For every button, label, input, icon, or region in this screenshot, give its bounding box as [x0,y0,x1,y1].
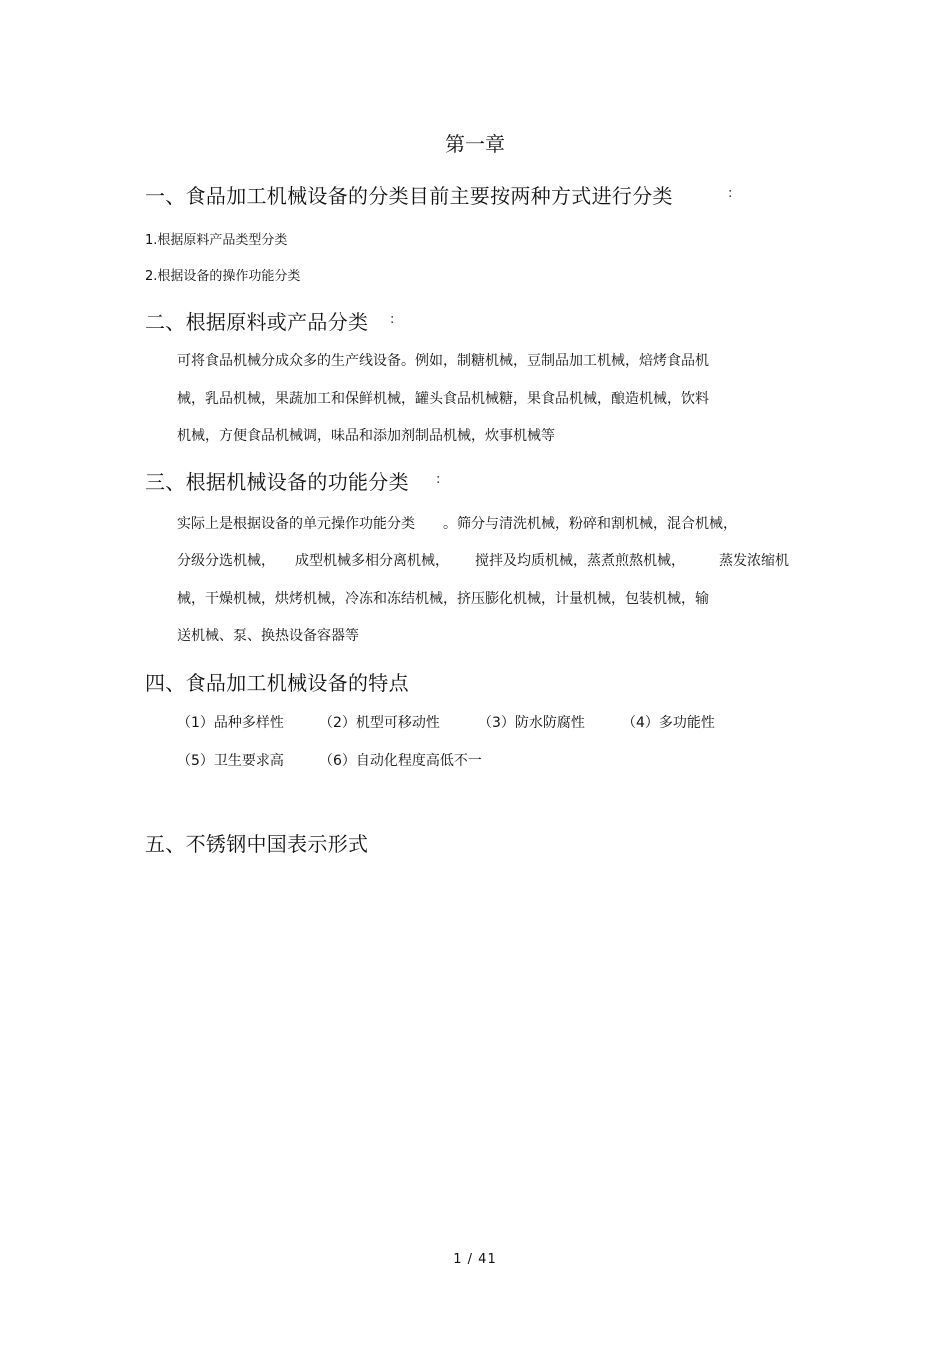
section-3-line-1 [177,513,737,533]
section-1-item-1: 1.根据原料产品类型分类 [145,233,288,248]
section-3-colon: : [436,472,441,487]
section-3-line-3: 械，干燥机械，烘烤机械，冷冻和冻结机械，挤压膨化机械，计量机械，包装机械，输 [177,591,709,607]
section-2-line-2: 械，乳品机械，果蔬加工和保鲜机械，罐头食品机械糖，果食品机械，酿造机械，饮料 [177,391,709,407]
section-4-heading: 四、食品加工机械设备的特点 [145,671,409,695]
chapter-title: 第一章 [445,132,505,156]
feature-item-1: （1）品种多样性 [177,715,284,731]
page-indicator: 1 / 41 [453,1252,497,1267]
section-2-heading: 二、根据原料或产品分类 [145,310,369,334]
feature-item-2: （2）机型可移动性 [319,715,440,731]
section-3-line-2-part-c: 搅拌及均质机械，蒸煮煎熬机械， [475,553,685,569]
feature-item-5: （5）卫生要求高 [177,753,284,769]
feature-item-3: （3）防水防腐性 [478,715,585,731]
section-3-line-2-part-a: 分级分选机械， [177,553,275,569]
section-3-line-2 [177,550,789,570]
section-1-colon: : [728,186,733,201]
section-3-line-4: 送机械、泵、换热设备容器等 [177,628,359,644]
section-3-line-1-part-b: 。筛分与清洗机械，粉碎和割机械，混合机械， [443,516,737,532]
section-3-line-1-part-a: 实际上是根据设备的单元操作功能分类 [177,516,415,532]
feature-item-4: （4）多功能性 [622,715,715,731]
feature-item-6: （6）自动化程度高低不一 [319,753,482,769]
section-3-line-2-part-d: 蒸发浓缩机 [719,553,789,569]
section-1-item-2: 2.根据设备的操作功能分类 [145,269,301,284]
section-2-line-1: 可将食品机械分成众多的生产线设备。例如，制糖机械，豆制品加工机械，焙烤食品机 [177,353,709,369]
section-2-colon: : [390,312,395,327]
section-5-heading: 五、不锈钢中国表示形式 [145,832,369,856]
section-3-line-2-part-b: 成型机械多相分离机械， [295,553,449,569]
section-3-heading: 三、根据机械设备的功能分类 [145,470,409,494]
section-2-line-3: 机械，方便食品机械调，味品和添加剂制品机械，炊事机械等 [177,428,555,444]
section-1-heading: 一、食品加工机械设备的分类目前主要按两种方式进行分类 [145,184,673,208]
